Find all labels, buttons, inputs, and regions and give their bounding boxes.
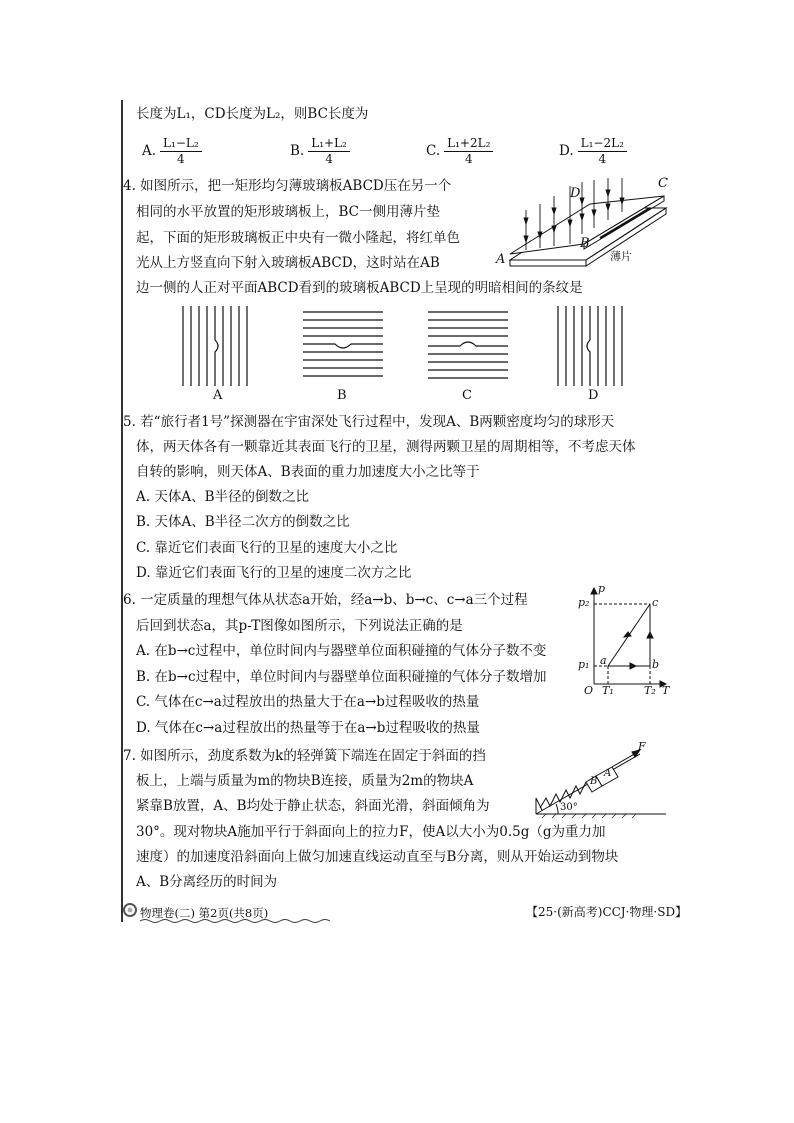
q6-option-c: C. 气体在c→a过程放出的热量大于在a→b过程吸收的热量 xyxy=(136,694,480,710)
q5-option-c: C. 靠近它们表面飞行的卫星的速度大小之比 xyxy=(136,540,398,556)
q4-line5: 边一侧的人正对平面ABCD看到的玻璃板ABCD上呈现的明暗相间的条纹是 xyxy=(136,280,583,296)
q6-option-a: A. 在b→c过程中，单位时间内与器壁单位面积碰撞的气体分子数不变 xyxy=(136,643,547,659)
q5-line2: 体，两天体各有一颗靠近其表面飞行的卫星，测得两颗卫星的周期相等，不考虑天体 xyxy=(136,439,636,455)
q7-line5: 速度）的加速度沿斜面向上做匀加速直线运动直至与B分离，则从开始运动到物块 xyxy=(136,849,619,865)
q4-line4: 光从上方竖直向下射入玻璃板ABCD，这时站在AB xyxy=(136,255,440,271)
q6-option-b: B. 在b→c过程中，单位时间内与器壁单位面积碰撞的气体分子数增加 xyxy=(136,669,547,685)
fringe-option-d: D xyxy=(550,306,640,406)
label-a: A xyxy=(496,252,506,267)
q5-option-d: D. 靠近它们表面飞行的卫星的速度二次方之比 xyxy=(136,565,412,581)
q7-line4: 30°。现对物块A施加平行于斜面向上的拉力F，使A以大小为0.5g（g为重力加 xyxy=(136,824,606,840)
incline-spring-figure: F B A 30° xyxy=(532,742,670,820)
q6-line1: 6. 一定质量的理想气体从状态a开始，经a→b、b→c、c→a三个过程 xyxy=(123,592,528,608)
q5-option-b: B. 天体A、B半径二次方的倒数之比 xyxy=(136,514,350,530)
footer-left: 物理卷(二) 第2页(共8页) xyxy=(140,906,269,920)
q3-option-a: A. $\frac{\text{L₁−L₂}}{4}$ xyxy=(142,136,202,167)
fringe-option-c: C xyxy=(428,306,518,406)
label-b: B xyxy=(580,236,590,251)
footer-right: 【25·(新高考)CCJ·物理·SD】 xyxy=(526,905,688,919)
fringe-option-a: A xyxy=(175,306,265,406)
q5-option-a: A. 天体A、B半径的倒数之比 xyxy=(136,489,310,505)
q7-line1: 7. 如图所示，劲度系数为k的轻弹簧下端连在固定于斜面的挡 xyxy=(123,748,486,764)
q3-option-b: B. $\frac{\text{L₁+L₂}}{4}$ xyxy=(290,136,350,167)
q4-line1: 4. 如图所示，把一矩形均匀薄玻璃板ABCD压在另一个 xyxy=(123,178,452,194)
q6-line2: 后回到状态a，其p-T图像如图所示，下列说法正确的是 xyxy=(136,618,463,634)
q7-line6: A、B分离经历的时间为 xyxy=(136,874,278,890)
q3-line1: 长度为L₁，CD长度为L₂，则BC长度为 xyxy=(136,106,369,122)
q5-line1: 5. 若“旅行者1号”探测器在宇宙深处飞行过程中，发现A、B两颗密度均匀的球形天 xyxy=(123,414,615,430)
q5-line3: 自转的影响，则天体A、B表面的重力加速度大小之比等于 xyxy=(136,464,480,480)
footer-circle-icon xyxy=(123,903,137,917)
label-shim: 薄片 xyxy=(610,250,632,263)
q6-option-d: D. 气体在c→a过程放出的热量等于在a→b过程吸收的热量 xyxy=(136,720,480,736)
label-c: C xyxy=(658,176,668,191)
fringe-option-b: B xyxy=(303,306,393,406)
p-t-graph: p p₂ p₁ O T₁ T₂ T a b c xyxy=(578,582,670,697)
glass-plate-figure xyxy=(490,174,670,270)
q3-option-c: C. $\frac{\text{L₁+2L₂}}{4}$ xyxy=(426,136,493,167)
label-d: D xyxy=(570,186,581,201)
margin-line xyxy=(121,100,123,922)
q4-line3: 起，下面的矩形玻璃板正中央有一微小隆起，将红单色 xyxy=(136,230,460,246)
footer-wave-line xyxy=(140,918,330,924)
q3-option-d: D. $\frac{\text{L₁−2L₂}}{4}$ xyxy=(559,136,627,167)
q7-line3: 紧靠B放置，A、B均处于静止状态，斜面光滑，斜面倾角为 xyxy=(136,798,490,814)
q4-line2: 相同的水平放置的矩形玻璃板上，BC一侧用薄片垫 xyxy=(136,204,440,220)
q7-line2: 板上，上端与质量为m的物块B连接，质量为2m的物块A xyxy=(136,773,474,789)
